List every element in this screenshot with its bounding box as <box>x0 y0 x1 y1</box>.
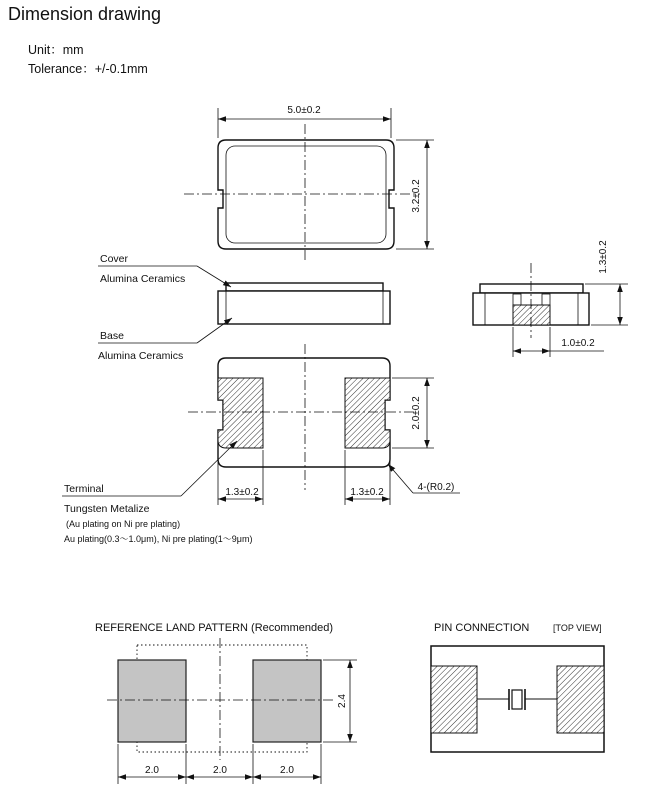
left-pad-width-dim: 1.3±0.2 <box>225 487 259 498</box>
top-height-dim: 3.2±0.2 <box>411 179 422 213</box>
land-width-dim-2: 2.0 <box>213 765 227 776</box>
cover-label: Cover <box>100 253 129 265</box>
land-pattern-title: REFERENCE LAND PATTERN (Recommended) <box>95 622 333 634</box>
base-material: Alumina Ceramics <box>98 350 184 362</box>
terminal-material: Tungsten Metalize <box>64 503 150 515</box>
land-height-dim: 2.4 <box>337 694 348 708</box>
terminal-thickness-note: Au plating(0.3〜1.0μm), Ni pre plating(1〜9μm) <box>64 534 253 544</box>
land-width-dim-3: 2.0 <box>280 765 294 776</box>
pin-connection-diagram <box>431 646 604 752</box>
pin-connection-title: PIN CONNECTION <box>434 622 530 634</box>
side-view <box>473 263 628 357</box>
unit-text: Unit：mm <box>28 43 84 57</box>
top-view <box>184 108 434 262</box>
tolerance-text: Tolerance：+/-0.1mm <box>28 62 148 76</box>
cover-material: Alumina Ceramics <box>100 273 186 285</box>
land-pattern <box>107 638 357 784</box>
corner-radius-note: 4-(R0.2) <box>417 482 455 493</box>
land-width-dim-1: 2.0 <box>145 765 159 776</box>
pin-connection-view: [TOP VIEW] <box>553 623 602 633</box>
terminal-plating-note: (Au plating on Ni pre plating) <box>66 519 181 529</box>
side-pad-dim: 1.0±0.2 <box>561 338 595 349</box>
crystal-symbol <box>512 690 522 709</box>
right-pad-width-dim: 1.3±0.2 <box>350 487 384 498</box>
bottom-view <box>62 344 460 505</box>
terminal-label: Terminal <box>64 483 104 495</box>
bottom-pad-height-dim: 2.0±0.2 <box>411 396 422 430</box>
page-title: Dimension drawing <box>8 4 162 24</box>
side-height-dim: 1.3±0.2 <box>598 240 609 274</box>
base-label: Base <box>100 330 124 342</box>
top-width-dim: 5.0±0.2 <box>287 105 321 116</box>
